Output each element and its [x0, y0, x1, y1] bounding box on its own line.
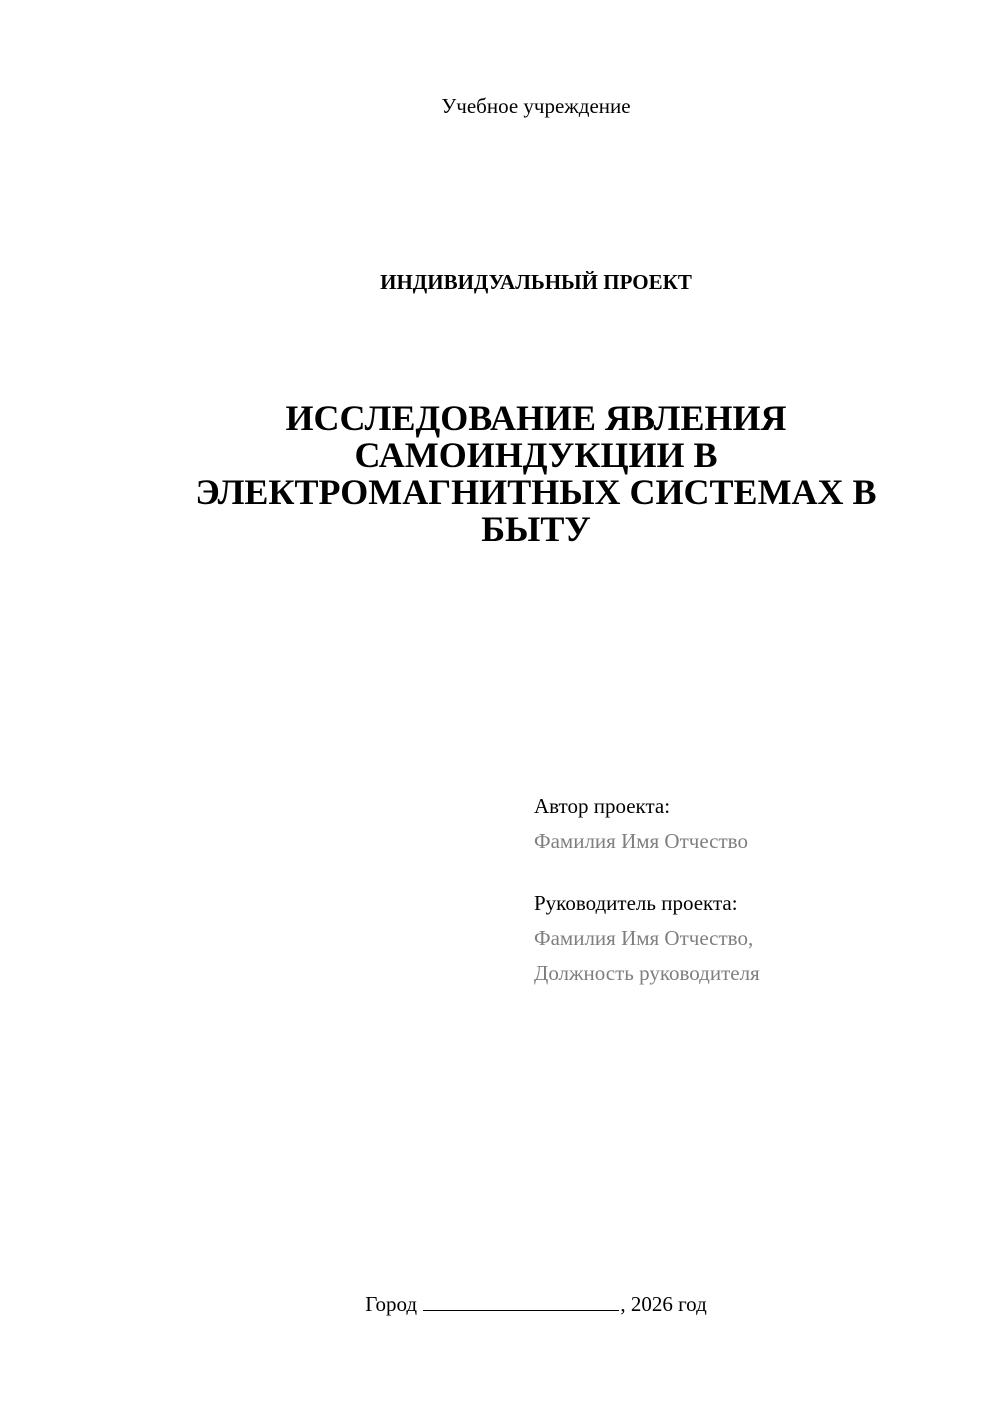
supervisor-label: Руководитель проекта:	[534, 891, 738, 915]
author-label: Автор проекта:	[534, 794, 671, 818]
project-title-line: ИССЛЕДОВАНИЕ ЯВЛЕНИЯ	[285, 398, 787, 438]
supervisor-position: Должность руководителя	[534, 961, 760, 985]
project-title-line: БЫТУ	[481, 509, 591, 549]
city-label: Город	[365, 1292, 418, 1316]
project-title-line: САМОИНДУКЦИИ В	[354, 435, 718, 475]
institution-name: Учебное учреждение	[441, 94, 631, 118]
project-title	[36, 400, 1000, 548]
city-blank-line	[423, 1290, 619, 1311]
project-title-line: ЭЛЕКТРОМАГНИТНЫХ СИСТЕМАХ В	[195, 472, 877, 512]
year-text: , 2026 год	[620, 1292, 707, 1316]
supervisor-name: Фамилия Имя Отчество,	[534, 926, 754, 950]
project-info	[534, 789, 974, 991]
footer-city-year	[36, 1290, 1000, 1318]
author-name: Фамилия Имя Отчество	[534, 829, 748, 853]
project-type: ИНДИВИДУАЛЬНЫЙ ПРОЕКТ	[380, 270, 692, 294]
